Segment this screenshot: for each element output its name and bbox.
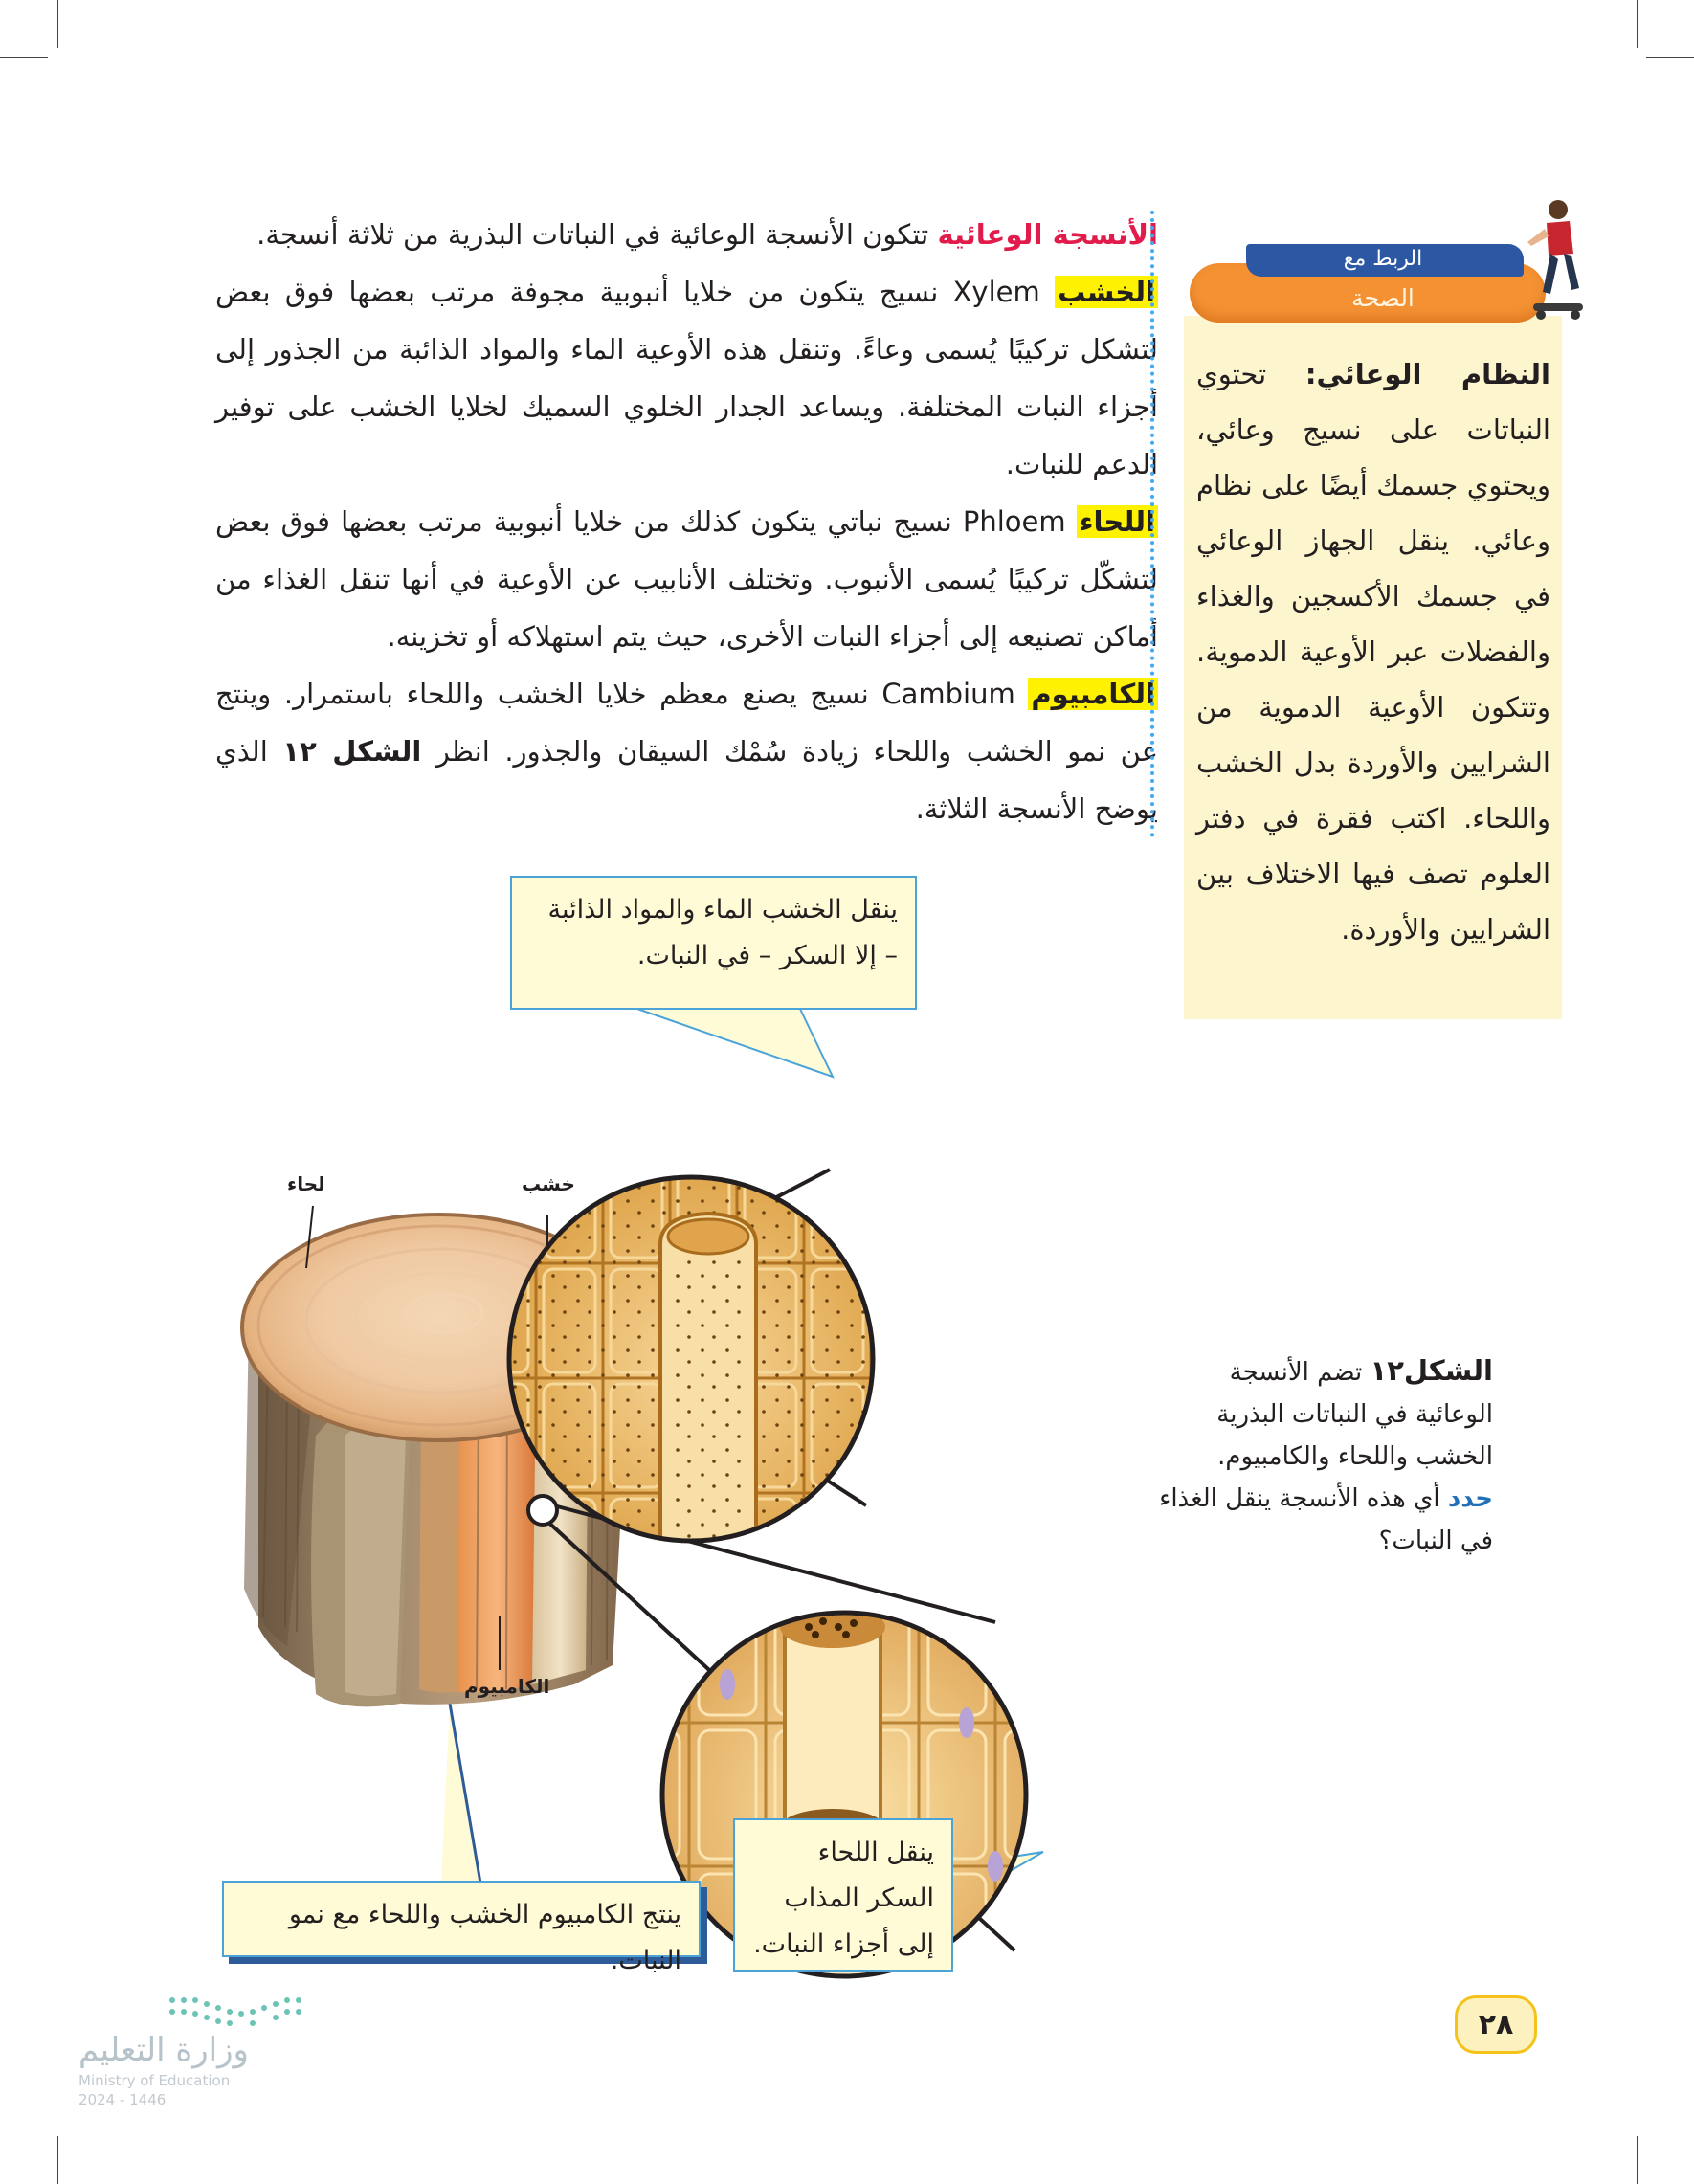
term-xylem: الخشب bbox=[1055, 276, 1158, 308]
paragraph-xylem: الخشب Xylem نسيج يتكون من خلايا أنبوبية مجوفة مرتب بعضها فوق بعض لتشكل تركيبًا يُسمى وعاءً. وتنقل هذه الأوعية الماء والمواد الذائبة من الجذور إلى أجزاء النبات المختلفة. ويساعد الجدار الخلوي السميك لخلايا الخشب على توفير الدعم للنبات. bbox=[215, 276, 1158, 480]
health-connection-text: النظام الوعائي: تحتوي النباتات على نسيج وعائي، ويحتوي جسمك أيضًا على نظام وعائي. ينقل الجهاز الوعائي في جسمك الأكسجين والغذاء والفضلات عبر الأوعية الدموية. وتتكون الأوعية الدموية من الشرايين والأوردة بدل الخشب واللحاء. اكتب فقرة في دفتر العلوم تصف فيها الاختلاف بين الشرايين والأوردة. bbox=[1196, 358, 1550, 946]
banner-subject: الصحة bbox=[1351, 284, 1415, 312]
ministry-name-ar: وزارة التعليم bbox=[78, 2031, 249, 2069]
ministry-name-en: Ministry of Education bbox=[78, 2072, 231, 2089]
label-cambium: الكامبيوم bbox=[464, 1675, 550, 1698]
term-phloem: اللحاء bbox=[1077, 505, 1158, 538]
figure-reference: الشكل ١٢ bbox=[282, 735, 422, 768]
term-vascular-system: النظام الوعائي: bbox=[1304, 358, 1550, 390]
label-phloem: لحاء bbox=[287, 1172, 325, 1195]
paragraph-phloem: اللحاء Phloem نسيج نباتي يتكون كذلك من خلايا أنبوبية مرتب بعضها فوق بعض لتشكّل تركيبًا يُسمى الأنبوب. وتختلف الأنابيب عن الأوعية في أنها تنقل الغذاء من أماكن تصنيعه إلى أجزاء النبات الأخرى، حيث يتم استهلاكه أو تخزينه. bbox=[215, 505, 1158, 653]
page-number: ٢٨ bbox=[1455, 1995, 1537, 2054]
paragraph-vascular: الأنسجة الوعائية تتكون الأنسجة الوعائية في النباتات البذرية من ثلاثة أنسجة. bbox=[256, 218, 1158, 251]
callout-phloem: ينقل اللحاء السكر المذاب إلى أجزاء النبات. bbox=[733, 1818, 953, 1972]
term-vascular-tissue: الأنسجة الوعائية bbox=[937, 218, 1158, 251]
edition-year: 2024 - 1446 bbox=[78, 2091, 167, 2108]
label-xylem: خشب bbox=[522, 1172, 575, 1195]
banner-title: الربط مع bbox=[1343, 247, 1423, 271]
paragraph-cambium: الكامبيوم Cambium نسيج يصنع معظم خلايا الخشب واللحاء باستمرار. وينتج عن نمو الخشب واللحاء زيادة سُمْك السيقان والجذور. انظر الشكل ١٢ الذي يوضح الأنسجة الثلاثة. bbox=[215, 678, 1158, 825]
caption-verb: حدد bbox=[1447, 1484, 1493, 1513]
figure-number: الشكل١٢ bbox=[1370, 1354, 1493, 1387]
figure-caption: الشكل١٢ تضم الأنسجة الوعائية في النباتات البذرية الخشب واللحاء والكامبيوم. حدد أي هذه الأنسجة ينقل الغذاء في النبات؟ bbox=[1159, 1354, 1493, 1555]
callout-cambium: ينتج الكامبيوم الخشب واللحاء مع نمو النبات. bbox=[222, 1881, 701, 1957]
ministry-logo-icon bbox=[163, 1993, 316, 2031]
callout-xylem: ينقل الخشب الماء والمواد الذائبة – إلا السكر – في النبات. bbox=[510, 876, 917, 1010]
term-cambium: الكامبيوم bbox=[1028, 678, 1158, 710]
